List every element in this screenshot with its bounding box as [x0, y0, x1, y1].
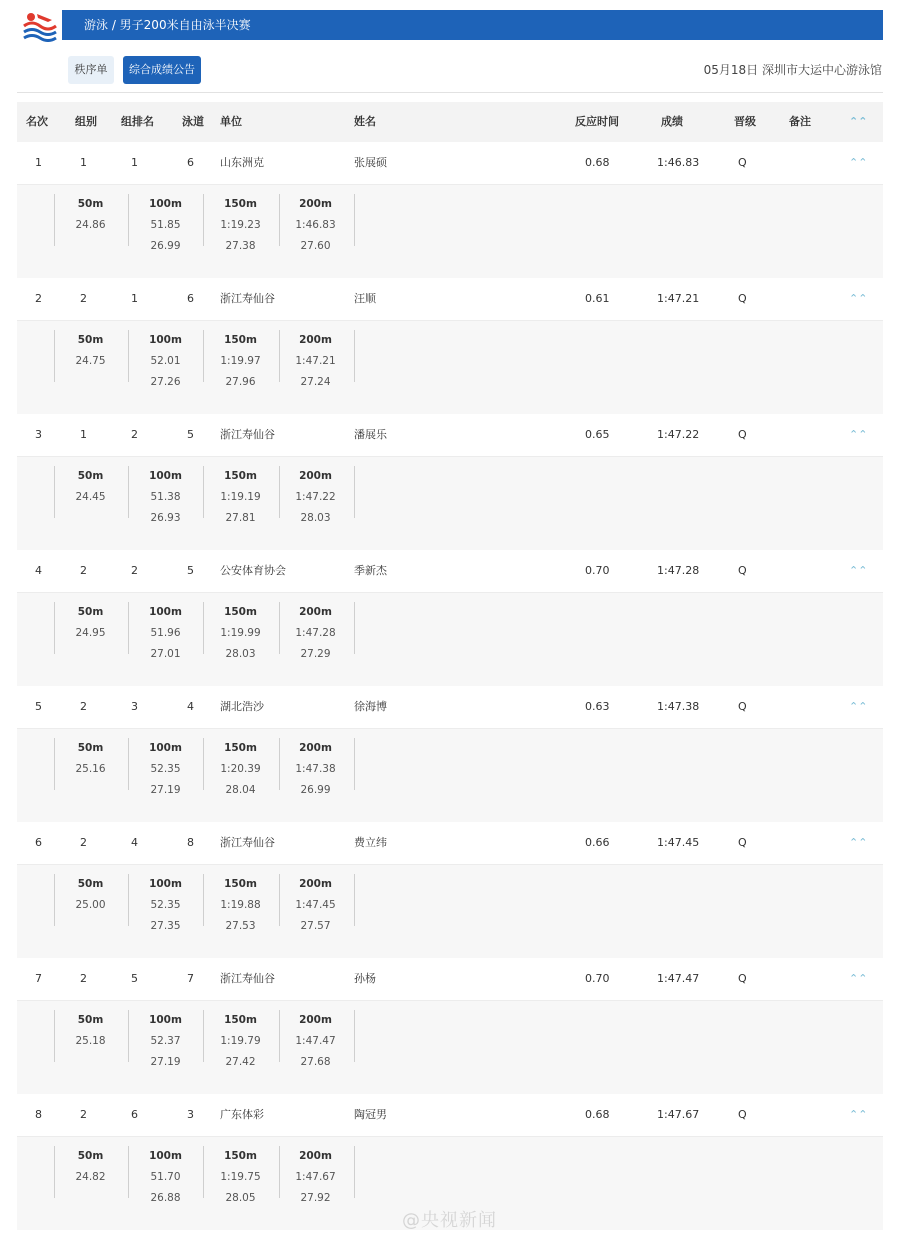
- result-cell: 1:47.47: [657, 972, 700, 985]
- table-header: [17, 102, 883, 142]
- split-distance: 100m: [149, 198, 182, 210]
- collapse-all-icon[interactable]: ⌃⌃: [849, 115, 868, 128]
- split-distance: 50m: [77, 1150, 104, 1162]
- split-lap: 26.99: [300, 784, 331, 796]
- name-cell: 徐海博: [354, 700, 387, 713]
- split-cumulative: 1:47.22: [295, 491, 336, 503]
- split-divider: [354, 1146, 355, 1198]
- split-cumulative: 25.18: [75, 1035, 106, 1047]
- split-distance: 100m: [149, 334, 182, 346]
- split-cumulative: 1:19.99: [220, 627, 261, 639]
- split-lap: 26.88: [150, 1192, 181, 1204]
- unit-cell: 湖北浩沙: [220, 700, 264, 713]
- result-cell: 1:47.38: [657, 700, 700, 713]
- lane-cell: 4: [187, 700, 194, 713]
- split-distance: 150m: [224, 1150, 257, 1162]
- split-cell: [204, 330, 277, 388]
- split-times-row: [17, 1000, 883, 1094]
- split-distance: 200m: [299, 198, 332, 210]
- split-cumulative: 52.37: [150, 1035, 181, 1047]
- split-distance: 50m: [77, 334, 104, 346]
- header-reaction: 反应时间: [575, 115, 619, 128]
- split-lap: 27.38: [225, 240, 256, 252]
- split-distance: 150m: [224, 606, 257, 618]
- unit-cell: 浙江寿仙谷: [220, 292, 275, 305]
- split-cumulative: 1:19.19: [220, 491, 261, 503]
- collapse-chevron-icon[interactable]: ⌃⌃: [849, 1108, 868, 1121]
- split-distance: 50m: [77, 198, 104, 210]
- split-distance: 200m: [299, 1150, 332, 1162]
- split-cell: [279, 874, 352, 932]
- split-lap: 27.35: [150, 920, 181, 932]
- split-distance: 50m: [77, 878, 104, 890]
- split-distance: 100m: [149, 878, 182, 890]
- split-distance: 100m: [149, 470, 182, 482]
- split-times-row: [17, 184, 883, 278]
- rank-cell: 4: [35, 564, 42, 577]
- split-distance: 150m: [224, 470, 257, 482]
- advance-cell: Q: [738, 156, 747, 169]
- date-venue: 05月18日 深圳市大运中心游泳馆: [703, 63, 882, 77]
- split-lap: 28.03: [225, 648, 256, 660]
- split-divider: [354, 1010, 355, 1062]
- name-cell: 陶冠男: [354, 1108, 387, 1121]
- header-result: 成绩: [661, 115, 683, 128]
- result-cell: 1:47.21: [657, 292, 700, 305]
- split-cumulative: 25.00: [75, 899, 106, 911]
- split-distance: 150m: [224, 334, 257, 346]
- split-cumulative: 1:47.47: [295, 1035, 336, 1047]
- split-lap: 27.96: [225, 376, 256, 388]
- split-cell: [204, 602, 277, 660]
- split-cell: [204, 1010, 277, 1068]
- split-cell: [129, 1010, 202, 1068]
- split-cumulative: 1:46.83: [295, 219, 336, 231]
- split-cumulative: 24.45: [75, 491, 106, 503]
- result-cell: 1:46.83: [657, 156, 700, 169]
- split-cell: [129, 466, 202, 524]
- advance-cell: Q: [738, 564, 747, 577]
- group-cell: 2: [80, 292, 87, 305]
- collapse-chevron-icon[interactable]: ⌃⌃: [849, 972, 868, 985]
- split-cumulative: 1:47.38: [295, 763, 336, 775]
- split-lap: 27.57: [300, 920, 331, 932]
- split-lap: 27.60: [300, 240, 331, 252]
- lane-cell: 8: [187, 836, 194, 849]
- group-rank-cell: 1: [131, 156, 138, 169]
- split-divider: [354, 194, 355, 246]
- toolbar: [0, 55, 900, 85]
- split-times-row: [17, 592, 883, 686]
- result-cell: 1:47.67: [657, 1108, 700, 1121]
- lane-cell: 5: [187, 564, 194, 577]
- reaction-cell: 0.70: [585, 564, 610, 577]
- lane-cell: 6: [187, 292, 194, 305]
- split-distance: 100m: [149, 1014, 182, 1026]
- table-row[interactable]: [17, 822, 883, 864]
- advance-cell: Q: [738, 428, 747, 441]
- table-row[interactable]: [17, 550, 883, 592]
- name-cell: 季新杰: [354, 564, 387, 577]
- result-cell: 1:47.22: [657, 428, 700, 441]
- split-lap: 27.26: [150, 376, 181, 388]
- split-cell: [279, 1146, 352, 1204]
- split-lap: 28.04: [225, 784, 256, 796]
- split-cumulative: 52.35: [150, 763, 181, 775]
- split-distance: 150m: [224, 742, 257, 754]
- split-cell: [54, 874, 127, 926]
- advance-cell: Q: [738, 292, 747, 305]
- split-divider: [354, 466, 355, 518]
- table-row[interactable]: [17, 1094, 883, 1136]
- reaction-cell: 0.66: [585, 836, 610, 849]
- split-cell: [129, 1146, 202, 1204]
- rank-cell: 3: [35, 428, 42, 441]
- results-announcement-button[interactable]: 综合成绩公告: [123, 56, 201, 84]
- rank-cell: 5: [35, 700, 42, 713]
- rank-cell: 8: [35, 1108, 42, 1121]
- split-cumulative: 1:47.28: [295, 627, 336, 639]
- group-rank-cell: 5: [131, 972, 138, 985]
- reaction-cell: 0.61: [585, 292, 610, 305]
- group-rank-cell: 3: [131, 700, 138, 713]
- split-distance: 150m: [224, 198, 257, 210]
- split-distance: 150m: [224, 1014, 257, 1026]
- group-cell: 2: [80, 836, 87, 849]
- group-cell: 2: [80, 700, 87, 713]
- lane-cell: 7: [187, 972, 194, 985]
- split-distance: 100m: [149, 606, 182, 618]
- split-lap: 27.53: [225, 920, 256, 932]
- split-lap: 26.93: [150, 512, 181, 524]
- split-cumulative: 1:47.21: [295, 355, 336, 367]
- split-cumulative: 1:20.39: [220, 763, 261, 775]
- split-distance: 50m: [77, 742, 104, 754]
- header-group-rank: 组排名: [121, 115, 154, 128]
- split-cell: [54, 602, 127, 654]
- split-cumulative: 1:19.23: [220, 219, 261, 231]
- collapse-chevron-icon[interactable]: ⌃⌃: [849, 700, 868, 713]
- header-advance: 晋级: [734, 115, 756, 128]
- lane-cell: 6: [187, 156, 194, 169]
- group-cell: 1: [80, 428, 87, 441]
- split-lap: 27.24: [300, 376, 331, 388]
- split-cell: [204, 466, 277, 524]
- split-cell: [279, 602, 352, 660]
- group-cell: 2: [80, 1108, 87, 1121]
- lane-cell: 5: [187, 428, 194, 441]
- split-cell: [204, 1146, 277, 1204]
- watermark: @央视新闻: [402, 1210, 497, 1231]
- unit-cell: 浙江寿仙谷: [220, 972, 275, 985]
- reaction-cell: 0.68: [585, 1108, 610, 1121]
- split-cell: [54, 1010, 127, 1062]
- split-divider: [354, 738, 355, 790]
- group-cell: 2: [80, 564, 87, 577]
- split-cell: [204, 194, 277, 252]
- split-lap: 27.92: [300, 1192, 331, 1204]
- split-distance: 50m: [77, 1014, 104, 1026]
- split-divider: [354, 874, 355, 926]
- split-cumulative: 51.70: [150, 1171, 181, 1183]
- name-cell: 汪顺: [354, 292, 376, 305]
- results-table: [17, 102, 883, 1230]
- result-cell: 1:47.45: [657, 836, 700, 849]
- split-cumulative: 1:47.67: [295, 1171, 336, 1183]
- split-distance: 200m: [299, 742, 332, 754]
- unit-cell: 浙江寿仙谷: [220, 428, 275, 441]
- split-cell: [129, 194, 202, 252]
- split-times-row: [17, 320, 883, 414]
- split-cell: [129, 874, 202, 932]
- group-rank-cell: 6: [131, 1108, 138, 1121]
- reaction-cell: 0.63: [585, 700, 610, 713]
- split-cell: [279, 1010, 352, 1068]
- name-cell: 张展硕: [354, 156, 387, 169]
- split-divider: [354, 330, 355, 382]
- advance-cell: Q: [738, 700, 747, 713]
- unit-cell: 公安体育协会: [220, 564, 286, 577]
- split-cell: [54, 330, 127, 382]
- header-name: 姓名: [354, 115, 376, 128]
- divider: [17, 92, 883, 93]
- split-distance: 200m: [299, 606, 332, 618]
- split-distance: 200m: [299, 1014, 332, 1026]
- group-rank-cell: 4: [131, 836, 138, 849]
- split-cell: [279, 738, 352, 796]
- advance-cell: Q: [738, 1108, 747, 1121]
- split-cumulative: 25.16: [75, 763, 106, 775]
- split-times-row: [17, 728, 883, 822]
- header-group: 组别: [75, 115, 97, 128]
- rank-cell: 6: [35, 836, 42, 849]
- advance-cell: Q: [738, 836, 747, 849]
- split-cumulative: 51.85: [150, 219, 181, 231]
- table-row[interactable]: [17, 414, 883, 456]
- name-cell: 费立纬: [354, 836, 387, 849]
- rank-cell: 2: [35, 292, 42, 305]
- split-lap: 27.19: [150, 1056, 181, 1068]
- collapse-chevron-icon[interactable]: ⌃⌃: [849, 836, 868, 849]
- split-lap: 27.01: [150, 648, 181, 660]
- split-lap: 27.81: [225, 512, 256, 524]
- split-cell: [129, 330, 202, 388]
- split-distance: 100m: [149, 1150, 182, 1162]
- split-distance: 100m: [149, 742, 182, 754]
- split-cumulative: 52.35: [150, 899, 181, 911]
- split-cell: [54, 738, 127, 790]
- collapse-chevron-icon[interactable]: ⌃⌃: [849, 156, 868, 169]
- unit-cell: 山东洲克: [220, 156, 264, 169]
- split-cell: [279, 194, 352, 252]
- group-rank-cell: 1: [131, 292, 138, 305]
- split-distance: 50m: [77, 606, 104, 618]
- group-rank-cell: 2: [131, 428, 138, 441]
- group-cell: 1: [80, 156, 87, 169]
- split-lap: 27.19: [150, 784, 181, 796]
- split-cell: [279, 466, 352, 524]
- unit-cell: 浙江寿仙谷: [220, 836, 275, 849]
- split-divider: [354, 602, 355, 654]
- result-cell: 1:47.28: [657, 564, 700, 577]
- split-distance: 150m: [224, 878, 257, 890]
- rank-cell: 7: [35, 972, 42, 985]
- group-cell: 2: [80, 972, 87, 985]
- split-lap: 27.29: [300, 648, 331, 660]
- split-cumulative: 24.82: [75, 1171, 106, 1183]
- collapse-chevron-icon[interactable]: ⌃⌃: [849, 564, 868, 577]
- split-cumulative: 1:19.97: [220, 355, 261, 367]
- split-cumulative: 51.96: [150, 627, 181, 639]
- split-cell: [279, 330, 352, 388]
- table-row[interactable]: [17, 686, 883, 728]
- collapse-chevron-icon[interactable]: ⌃⌃: [849, 292, 868, 305]
- split-cumulative: 1:19.88: [220, 899, 261, 911]
- header-note: 备注: [789, 115, 811, 128]
- split-distance: 200m: [299, 878, 332, 890]
- split-times-row: [17, 456, 883, 550]
- advance-cell: Q: [738, 972, 747, 985]
- split-cumulative: 24.95: [75, 627, 106, 639]
- split-cell: [204, 738, 277, 796]
- reaction-cell: 0.70: [585, 972, 610, 985]
- split-cumulative: 52.01: [150, 355, 181, 367]
- header-rank: 名次: [26, 115, 48, 128]
- split-lap: 28.03: [300, 512, 331, 524]
- reaction-cell: 0.68: [585, 156, 610, 169]
- split-cell: [129, 602, 202, 660]
- split-lap: 27.68: [300, 1056, 331, 1068]
- split-distance: 50m: [77, 470, 104, 482]
- collapse-chevron-icon[interactable]: ⌃⌃: [849, 428, 868, 441]
- split-lap: 26.99: [150, 240, 181, 252]
- header-lane: 泳道: [182, 115, 204, 128]
- reaction-cell: 0.65: [585, 428, 610, 441]
- group-rank-cell: 2: [131, 564, 138, 577]
- breadcrumb: 游泳 / 男子200米自由泳半决赛: [62, 10, 883, 40]
- name-cell: 潘展乐: [354, 428, 387, 441]
- table-row[interactable]: [17, 278, 883, 320]
- name-cell: 孙杨: [354, 972, 376, 985]
- table-row[interactable]: [17, 958, 883, 1000]
- split-cell: [54, 1146, 127, 1198]
- order-sheet-button[interactable]: 秩序单: [68, 56, 114, 84]
- split-cell: [54, 194, 127, 246]
- unit-cell: 广东体彩: [220, 1108, 264, 1121]
- split-cell: [54, 466, 127, 518]
- split-lap: 28.05: [225, 1192, 256, 1204]
- split-cumulative: 24.86: [75, 219, 106, 231]
- split-lap: 27.42: [225, 1056, 256, 1068]
- split-cumulative: 51.38: [150, 491, 181, 503]
- table-row[interactable]: [17, 142, 883, 184]
- split-distance: 200m: [299, 334, 332, 346]
- split-cell: [129, 738, 202, 796]
- split-cumulative: 1:19.79: [220, 1035, 261, 1047]
- rank-cell: 1: [35, 156, 42, 169]
- split-cell: [204, 874, 277, 932]
- lane-cell: 3: [187, 1108, 194, 1121]
- split-cumulative: 24.75: [75, 355, 106, 367]
- split-cumulative: 1:47.45: [295, 899, 336, 911]
- header-unit: 单位: [220, 115, 242, 128]
- split-times-row: [17, 864, 883, 958]
- swimming-logo-icon: [20, 8, 60, 42]
- split-cumulative: 1:19.75: [220, 1171, 261, 1183]
- split-distance: 200m: [299, 470, 332, 482]
